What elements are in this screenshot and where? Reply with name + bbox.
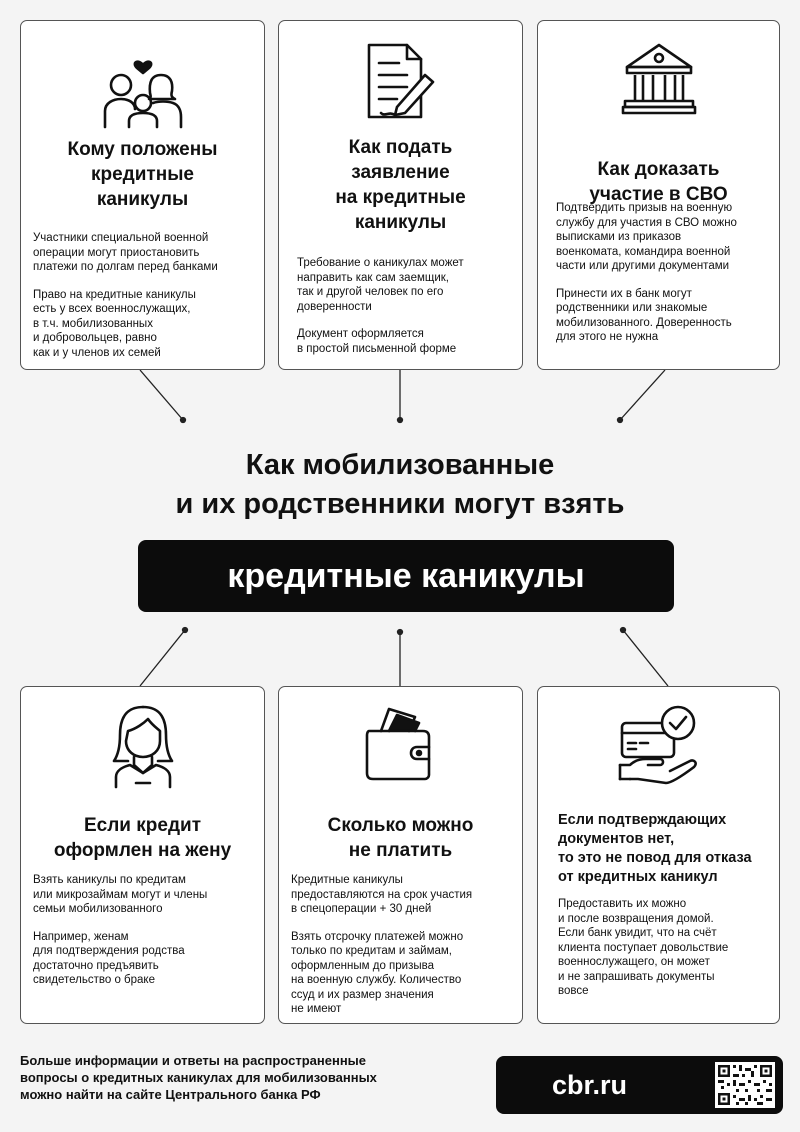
card-paragraph: Предоставить их можно и после возвращения домой. Если банк увидит, что на счёт клиента поступает довольствие военнослужащего, он может и не запрашивать документы вовсе (558, 898, 729, 997)
card-title: Как доказать участие в СВО (589, 159, 728, 205)
site-url[interactable]: cbr.ru (552, 1070, 628, 1100)
footer-info-text: Больше информации и ответы на распространенные вопросы о кредитных каникулах для мобилизованных можно найти на сайте Центрального банка РФ (20, 1053, 377, 1102)
card-no-documents (537, 686, 780, 1024)
card-paragraph: Право на кредитные каникулы есть у всех военнослужащих, в т.ч. мобилизованных и добровольцев, равно как и у членов их семей (33, 288, 196, 359)
card-body (33, 231, 254, 373)
card-title: Сколько можно не платить (327, 815, 474, 861)
card-paragraph: Кредитные каникулы предоставляются на срок участия в спецоперации + 30 дней (291, 874, 473, 915)
card-title: Кому положены кредитные каникулы (67, 139, 218, 210)
card-paragraph: Взять отсрочку платежей можно только по кредитам и займам, оформленным до призыва на военную службу. Количество ссуд и их размер значения не имеют (291, 930, 464, 1015)
page-headline: Как мобилизованные и их родственники могут взять (175, 449, 625, 520)
card-body (558, 897, 769, 1012)
card-check-hand-icon (538, 699, 779, 785)
card-title: Если подтверждающих документов нет, то это не повод для отказа от кредитных каникул (558, 812, 752, 885)
card-paragraph: Принести их в банк могут родственники или знакомые мобилизованного. Доверенность для этого не нужна (556, 287, 732, 343)
card-paragraph: Документ оформляется в простой письменной форме (297, 328, 457, 355)
family-icon (21, 57, 264, 129)
card-body (556, 201, 769, 358)
qr-code-icon (715, 1062, 775, 1108)
document-pen-icon (279, 41, 522, 121)
card-body (297, 256, 512, 369)
card-title: Если кредит оформлен на жену (53, 815, 232, 861)
card-loan-on-wife (20, 686, 265, 1024)
card-paragraph: Участники специальной военной операции могут приостановить платежи по долгам перед банками (33, 232, 218, 273)
card-paragraph: Требование о каникулах может направить как сам заемщик, так и другой человек по его доверенности (297, 257, 464, 313)
card-how-to-prove (537, 20, 780, 370)
site-link-box[interactable] (496, 1056, 783, 1114)
woman-icon (21, 703, 264, 789)
card-paragraph: Подтвердить призыв на военную службу для участия в СВО можно выписками из приказов военкомата, командира военной части или другими документами (556, 202, 737, 272)
card-title: Как подать заявление на кредитные каникулы (335, 137, 466, 233)
headline-banner: кредитные каникулы (138, 540, 674, 612)
card-how-long (278, 686, 523, 1024)
card-body (33, 873, 254, 1001)
card-paragraph: Взять каникулы по кредитам или микрозаймам могут и члены семьи мобилизованного (33, 874, 208, 915)
wallet-icon (279, 705, 522, 781)
bank-building-icon (538, 39, 779, 119)
card-body (291, 873, 512, 1030)
card-who-eligible (20, 20, 265, 370)
card-how-to-apply (278, 20, 523, 370)
card-paragraph: Например, женам для подтверждения родства достаточно предъявить свидетельство о браке (33, 930, 185, 986)
